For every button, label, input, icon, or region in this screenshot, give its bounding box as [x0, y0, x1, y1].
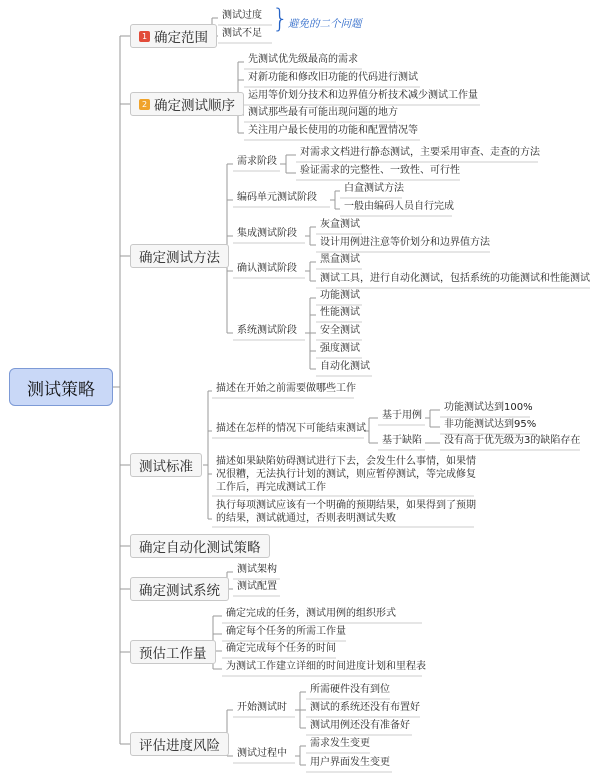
criteria-end[interactable]: 描述在怎样的情况下可能结束测试 — [216, 423, 366, 434]
criteria-expected-line[interactable]: 的结果，测试就通过，否则表明测试失败 — [216, 513, 396, 524]
topic-system[interactable]: 确定测试系统 — [130, 577, 229, 601]
criteria-case[interactable]: 基于用例 — [382, 410, 422, 421]
criteria-suspend-line[interactable]: 工作后，再完成测试工作 — [216, 482, 326, 493]
method-item[interactable]: 功能测试 — [320, 290, 360, 301]
method-item[interactable]: 白盒测试方法 — [344, 183, 404, 194]
method-item[interactable]: 性能测试 — [320, 307, 360, 318]
estimate-item[interactable]: 确定完成的任务，测试用例的组织形式 — [226, 608, 396, 619]
order-item[interactable]: 测试那些最有可能出现问题的地方 — [248, 107, 398, 118]
method-phase[interactable]: 编码单元测试阶段 — [237, 192, 317, 203]
risk-item[interactable]: 用户界面发生变更 — [310, 757, 390, 768]
method-item[interactable]: 强度测试 — [320, 343, 360, 354]
method-item[interactable]: 灰盒测试 — [320, 219, 360, 230]
scope-item[interactable]: 测试过度 — [222, 10, 262, 21]
risk-item[interactable]: 测试的系统还没有布置好 — [310, 702, 420, 713]
system-item[interactable]: 测试配置 — [237, 581, 277, 592]
method-phase[interactable]: 集成测试阶段 — [237, 228, 297, 239]
priority-2-icon: 2 — [139, 99, 150, 110]
estimate-item[interactable]: 确定每个任务的所需工作量 — [226, 626, 346, 637]
criteria-start[interactable]: 描述在开始之前需要做哪些工作 — [216, 383, 356, 394]
method-item[interactable]: 验证需求的完整性、一致性、可行性 — [300, 165, 460, 176]
brace-icon: } — [272, 4, 289, 34]
method-item[interactable]: 一般由编码人员自行完成 — [344, 201, 454, 212]
root-topic[interactable]: 测试策略 — [9, 368, 113, 406]
method-item[interactable]: 设计用例进注意等价划分和边界值方法 — [320, 237, 490, 248]
method-item[interactable]: 自动化测试 — [320, 361, 370, 372]
priority-1-icon: 1 — [139, 31, 150, 42]
topic-scope[interactable] — [130, 24, 217, 48]
criteria-suspend-line[interactable]: 况很糟，无法执行计划的测试，则应暂停测试，等完成修复 — [216, 469, 476, 480]
risk-item[interactable]: 测试用例还没有准备好 — [310, 720, 410, 731]
system-item[interactable]: 测试架构 — [237, 564, 277, 575]
criteria-defect-item[interactable]: 没有高于优先级为3的缺陷存在 — [444, 435, 581, 446]
estimate-item[interactable]: 为测试工作建立详细的时间进度计划和里程表 — [226, 661, 426, 672]
order-item[interactable]: 先测试优先级最高的需求 — [248, 54, 358, 65]
topic-method[interactable]: 确定测试方法 — [130, 244, 229, 268]
estimate-item[interactable]: 确定完成每个任务的时间 — [226, 643, 336, 654]
risk-item[interactable]: 需求发生变更 — [310, 738, 370, 749]
order-item[interactable]: 关注用户最长使用的功能和配置情况等 — [248, 125, 418, 136]
method-phase[interactable]: 系统测试阶段 — [237, 325, 297, 336]
scope-note[interactable]: 避免的二个问题 — [288, 18, 362, 30]
method-item[interactable]: 安全测试 — [320, 325, 360, 336]
order-item[interactable]: 运用等价划分技术和边界值分析技术减少测试工作量 — [248, 90, 478, 101]
scope-item[interactable]: 测试不足 — [222, 28, 262, 39]
criteria-case-item[interactable]: 非功能测试达到95% — [444, 419, 537, 430]
topic-risk[interactable]: 评估进度风险 — [130, 732, 229, 756]
topic-order-label: 确定测试顺序 — [154, 98, 235, 114]
risk-phase[interactable]: 开始测试时 — [237, 702, 287, 713]
topic-order[interactable] — [130, 92, 244, 116]
method-item[interactable]: 测试工具，进行自动化测试，包括系统的功能测试和性能测试 — [320, 273, 590, 284]
topic-criteria[interactable]: 测试标准 — [130, 453, 202, 477]
criteria-defect[interactable]: 基于缺陷 — [382, 435, 422, 446]
method-phase[interactable]: 确认测试阶段 — [237, 263, 297, 274]
topic-estimate[interactable]: 预估工作量 — [130, 640, 216, 664]
criteria-expected-line[interactable]: 执行每项测试应该有一个明确的预期结果，如果得到了预期 — [216, 500, 476, 511]
method-item[interactable]: 黑盒测试 — [320, 254, 360, 265]
criteria-suspend-line[interactable]: 描述如果缺陷妨碍测试进行下去，会发生什么事情，如果情 — [216, 456, 476, 467]
risk-phase[interactable]: 测试过程中 — [237, 748, 287, 759]
risk-item[interactable]: 所需硬件没有到位 — [310, 684, 390, 695]
method-item[interactable]: 对需求文档进行静态测试，主要采用审查、走查的方法 — [300, 147, 540, 158]
criteria-case-item[interactable]: 功能测试达到100% — [444, 402, 533, 413]
topic-automation[interactable]: 确定自动化测试策略 — [130, 534, 270, 558]
order-item[interactable]: 对新功能和修改旧功能的代码进行测试 — [248, 72, 418, 83]
method-phase[interactable]: 需求阶段 — [237, 156, 277, 167]
topic-scope-label: 确定范围 — [154, 30, 208, 46]
